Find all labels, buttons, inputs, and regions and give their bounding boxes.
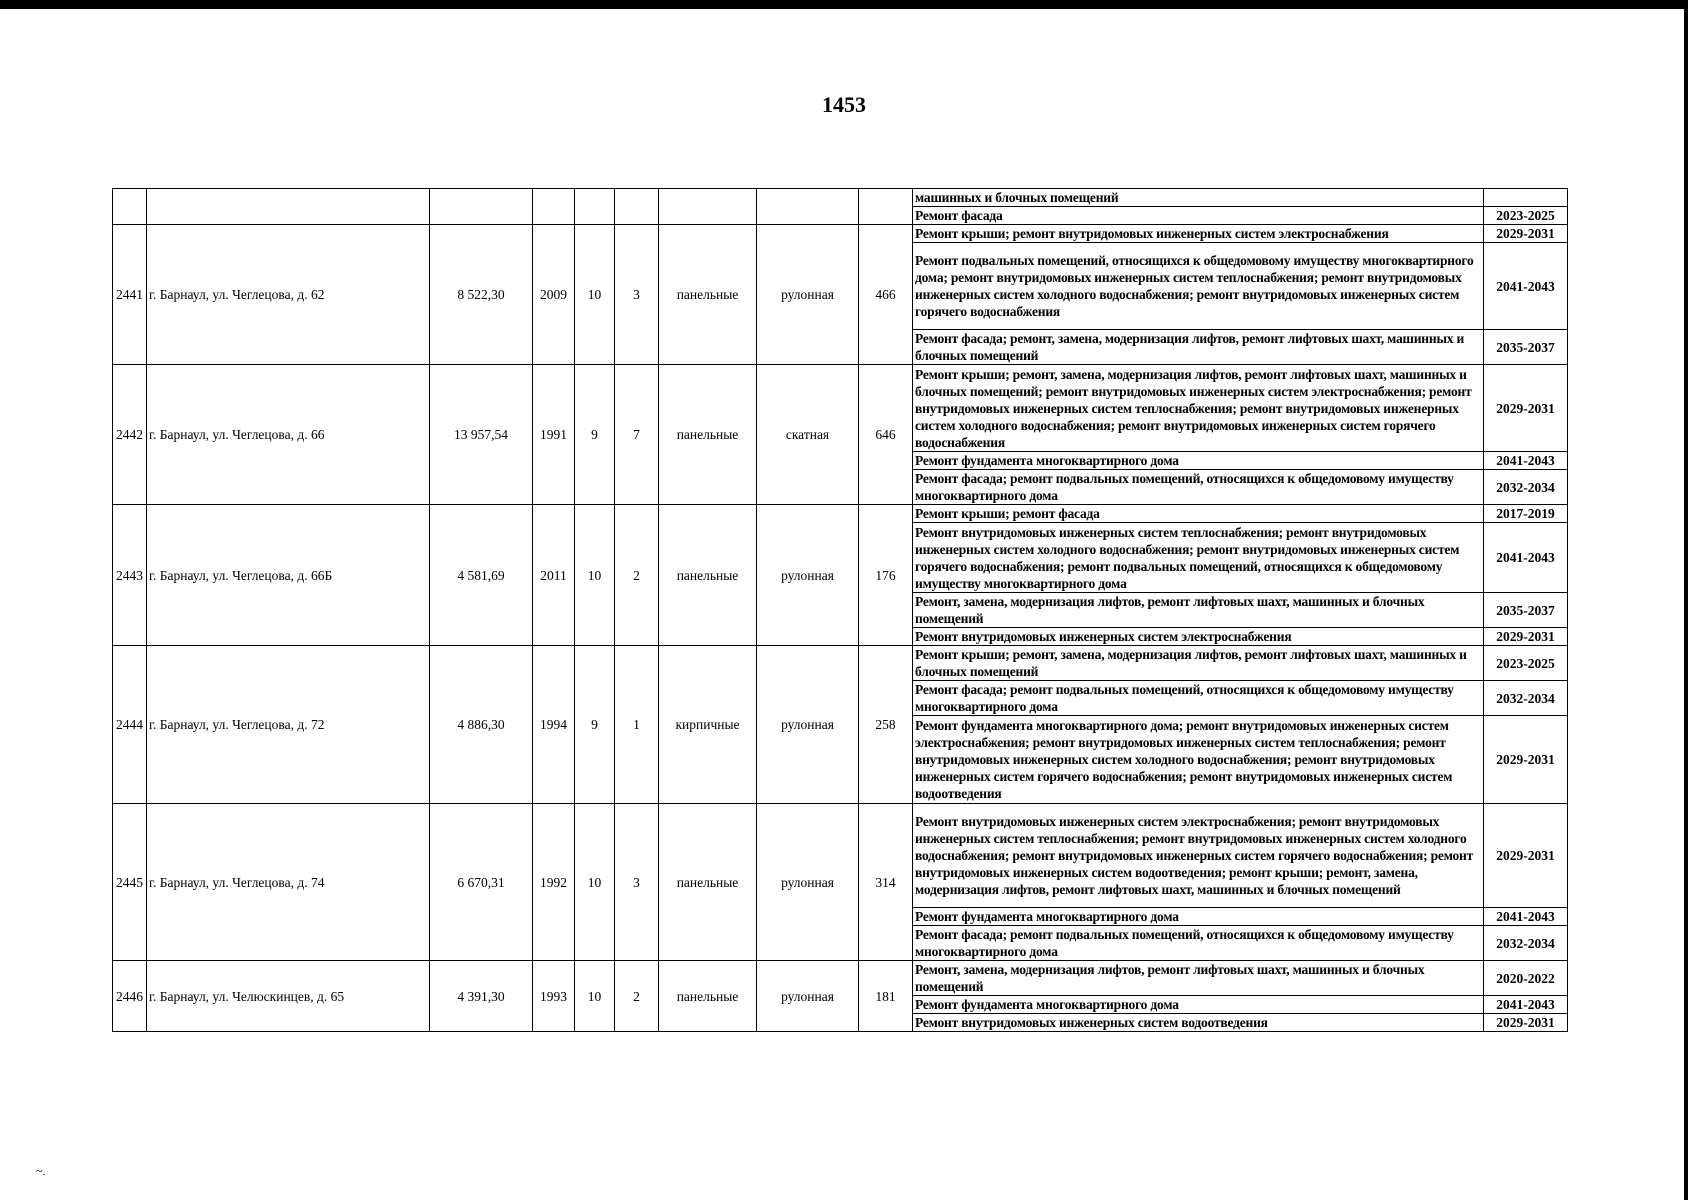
page-number: 1453 [822, 92, 866, 117]
work-description: Ремонт внутридомовых инженерных систем теплоснабжения; ремонт внутридомовых инженерных систем холодного водоснабжения; ремонт внутридомовых инженерных систем горячего водоснабжения; ремонт подвальных помещений, относящихся к общедомовому имуществу многоквартирного дома [913, 523, 1484, 593]
table-row [113, 365, 1568, 452]
roof-type: рулонная [757, 505, 859, 646]
work-period: 2041-2043 [1484, 523, 1568, 593]
work-period: 2023-2025 [1484, 207, 1568, 225]
work-description: Ремонт внутридомовых инженерных систем электроснабжения [913, 628, 1484, 646]
building-address: г. Барнаул, ул. Чеглецова, д. 62 [147, 225, 430, 365]
wall-material: панельные [659, 505, 757, 646]
wall-material: панельные [659, 365, 757, 505]
capital-repair-table [112, 188, 1568, 1032]
floors-count: 9 [575, 365, 615, 505]
commission-year: 2011 [533, 505, 575, 646]
work-period: 2032-2034 [1484, 926, 1568, 961]
entrances-count: 7 [615, 365, 659, 505]
row-number: 2442 [113, 365, 147, 505]
total-area: 13 957,54 [430, 365, 533, 505]
residents-count: 314 [859, 804, 913, 961]
work-description: Ремонт внутридомовых инженерных систем электроснабжения; ремонт внутридомовых инженерных систем теплоснабжения; ремонт внутридомовых инженерных систем холодного водоснабжения; ремонт внутридомовых инженерных систем горячего водоснабжения; ремонт внутридомовых инженерных систем водоотведения; ремонт крыши; ремонт, замена, модернизация лифтов, ремонт лифтовых шахт, машинных и блочных помещений [913, 804, 1484, 908]
work-period: 2029-2031 [1484, 804, 1568, 908]
residents-count: 181 [859, 961, 913, 1032]
residents-count: 466 [859, 225, 913, 365]
residents-count: 176 [859, 505, 913, 646]
work-description: Ремонт фундамента многоквартирного дома [913, 452, 1484, 470]
wall-material: панельные [659, 225, 757, 365]
work-period: 2017-2019 [1484, 505, 1568, 523]
floors-count: 10 [575, 804, 615, 961]
work-period [1484, 189, 1568, 207]
roof-type: рулонная [757, 804, 859, 961]
empty-cell [757, 189, 859, 225]
row-number: 2444 [113, 646, 147, 804]
scan-border-right [1684, 0, 1688, 1200]
work-description: Ремонт крыши; ремонт фасада [913, 505, 1484, 523]
work-description: Ремонт фундамента многоквартирного дома; ремонт внутридомовых инженерных систем электроснабжения; ремонт внутридомовых инженерных систем теплоснабжения; ремонт внутридомовых инженерных систем холодного водоснабжения; ремонт внутридомовых инженерных систем горячего водоснабжения; ремонт внутридомовых инженерных систем водоотведения [913, 716, 1484, 804]
empty-cell [113, 189, 147, 225]
commission-year: 1994 [533, 646, 575, 804]
wall-material: панельные [659, 804, 757, 961]
work-description: Ремонт внутридомовых инженерных систем водоотведения [913, 1014, 1484, 1032]
work-description: Ремонт фундамента многоквартирного дома [913, 908, 1484, 926]
table-row [113, 804, 1568, 908]
entrances-count: 3 [615, 804, 659, 961]
work-period: 2035-2037 [1484, 593, 1568, 628]
work-description: Ремонт фасада; ремонт, замена, модернизация лифтов, ремонт лифтовых шахт, машинных и блочных помещений [913, 330, 1484, 365]
table-row [113, 505, 1568, 523]
work-description: Ремонт крыши; ремонт внутридомовых инженерных систем электроснабжения [913, 225, 1484, 243]
total-area: 6 670,31 [430, 804, 533, 961]
work-period: 2035-2037 [1484, 330, 1568, 365]
empty-cell [533, 189, 575, 225]
total-area: 8 522,30 [430, 225, 533, 365]
work-period: 2023-2025 [1484, 646, 1568, 681]
building-address: г. Барнаул, ул. Чеглецова, д. 66Б [147, 505, 430, 646]
work-description: Ремонт, замена, модернизация лифтов, ремонт лифтовых шахт, машинных и блочных помещений [913, 593, 1484, 628]
work-description: Ремонт подвальных помещений, относящихся к общедомовому имуществу многоквартирного дома; ремонт внутридомовых инженерных систем теплоснабжения; ремонт внутридомовых инженерных систем холодного водоснабжения; ремонт внутридомовых инженерных систем горячего водоснабжения [913, 243, 1484, 330]
work-period: 2041-2043 [1484, 908, 1568, 926]
building-address: г. Барнаул, ул. Челюскинцев, д. 65 [147, 961, 430, 1032]
work-period: 2029-2031 [1484, 628, 1568, 646]
empty-cell [659, 189, 757, 225]
residents-count: 646 [859, 365, 913, 505]
work-period: 2029-2031 [1484, 365, 1568, 452]
total-area: 4 581,69 [430, 505, 533, 646]
roof-type: рулонная [757, 646, 859, 804]
work-description: Ремонт крыши; ремонт, замена, модернизация лифтов, ремонт лифтовых шахт, машинных и блочных помещений; ремонт внутридомовых инженерных систем электроснабжения; ремонт внутридомовых инженерных систем теплоснабжения; ремонт внутридомовых инженерных систем холодного водоснабжения; ремонт внутридомовых инженерных систем горячего водоснабжения [913, 365, 1484, 452]
commission-year: 1992 [533, 804, 575, 961]
work-description: машинных и блочных помещений [913, 189, 1484, 207]
row-number: 2441 [113, 225, 147, 365]
total-area: 4 886,30 [430, 646, 533, 804]
empty-cell [430, 189, 533, 225]
work-description: Ремонт фасада; ремонт подвальных помещений, относящихся к общедомовому имуществу многоквартирного дома [913, 681, 1484, 716]
row-number: 2446 [113, 961, 147, 1032]
row-number: 2445 [113, 804, 147, 961]
continuation-row [113, 189, 1568, 207]
work-period: 2041-2043 [1484, 452, 1568, 470]
entrances-count: 2 [615, 961, 659, 1032]
work-description: Ремонт фасада; ремонт подвальных помещений, относящихся к общедомовому имуществу многоквартирного дома [913, 470, 1484, 505]
work-description: Ремонт фасада; ремонт подвальных помещений, относящихся к общедомовому имуществу многоквартирного дома [913, 926, 1484, 961]
floors-count: 10 [575, 505, 615, 646]
building-address: г. Барнаул, ул. Чеглецова, д. 72 [147, 646, 430, 804]
scan-border-top [0, 0, 1688, 9]
entrances-count: 1 [615, 646, 659, 804]
empty-cell [615, 189, 659, 225]
floors-count: 10 [575, 225, 615, 365]
commission-year: 1991 [533, 365, 575, 505]
wall-material: панельные [659, 961, 757, 1032]
work-period: 2041-2043 [1484, 243, 1568, 330]
work-description: Ремонт фундамента многоквартирного дома [913, 996, 1484, 1014]
work-description: Ремонт фасада [913, 207, 1484, 225]
floors-count: 10 [575, 961, 615, 1032]
roof-type: рулонная [757, 225, 859, 365]
work-period: 2020-2022 [1484, 961, 1568, 996]
table-row [113, 646, 1568, 681]
residents-count: 258 [859, 646, 913, 804]
roof-type: рулонная [757, 961, 859, 1032]
row-number: 2443 [113, 505, 147, 646]
work-period: 2029-2031 [1484, 716, 1568, 804]
work-period: 2041-2043 [1484, 996, 1568, 1014]
table-row [113, 961, 1568, 996]
entrances-count: 2 [615, 505, 659, 646]
work-description: Ремонт крыши; ремонт, замена, модернизация лифтов, ремонт лифтовых шахт, машинных и блочных помещений [913, 646, 1484, 681]
work-period: 2029-2031 [1484, 225, 1568, 243]
building-address: г. Барнаул, ул. Чеглецова, д. 74 [147, 804, 430, 961]
scan-mark: ~. [36, 1164, 46, 1178]
total-area: 4 391,30 [430, 961, 533, 1032]
empty-cell [147, 189, 430, 225]
entrances-count: 3 [615, 225, 659, 365]
wall-material: кирпичные [659, 646, 757, 804]
work-description: Ремонт, замена, модернизация лифтов, ремонт лифтовых шахт, машинных и блочных помещений [913, 961, 1484, 996]
building-address: г. Барнаул, ул. Чеглецова, д. 66 [147, 365, 430, 505]
empty-cell [859, 189, 913, 225]
commission-year: 2009 [533, 225, 575, 365]
work-period: 2032-2034 [1484, 681, 1568, 716]
table-row [113, 225, 1568, 243]
roof-type: скатная [757, 365, 859, 505]
work-period: 2032-2034 [1484, 470, 1568, 505]
work-period: 2029-2031 [1484, 1014, 1568, 1032]
empty-cell [575, 189, 615, 225]
floors-count: 9 [575, 646, 615, 804]
commission-year: 1993 [533, 961, 575, 1032]
